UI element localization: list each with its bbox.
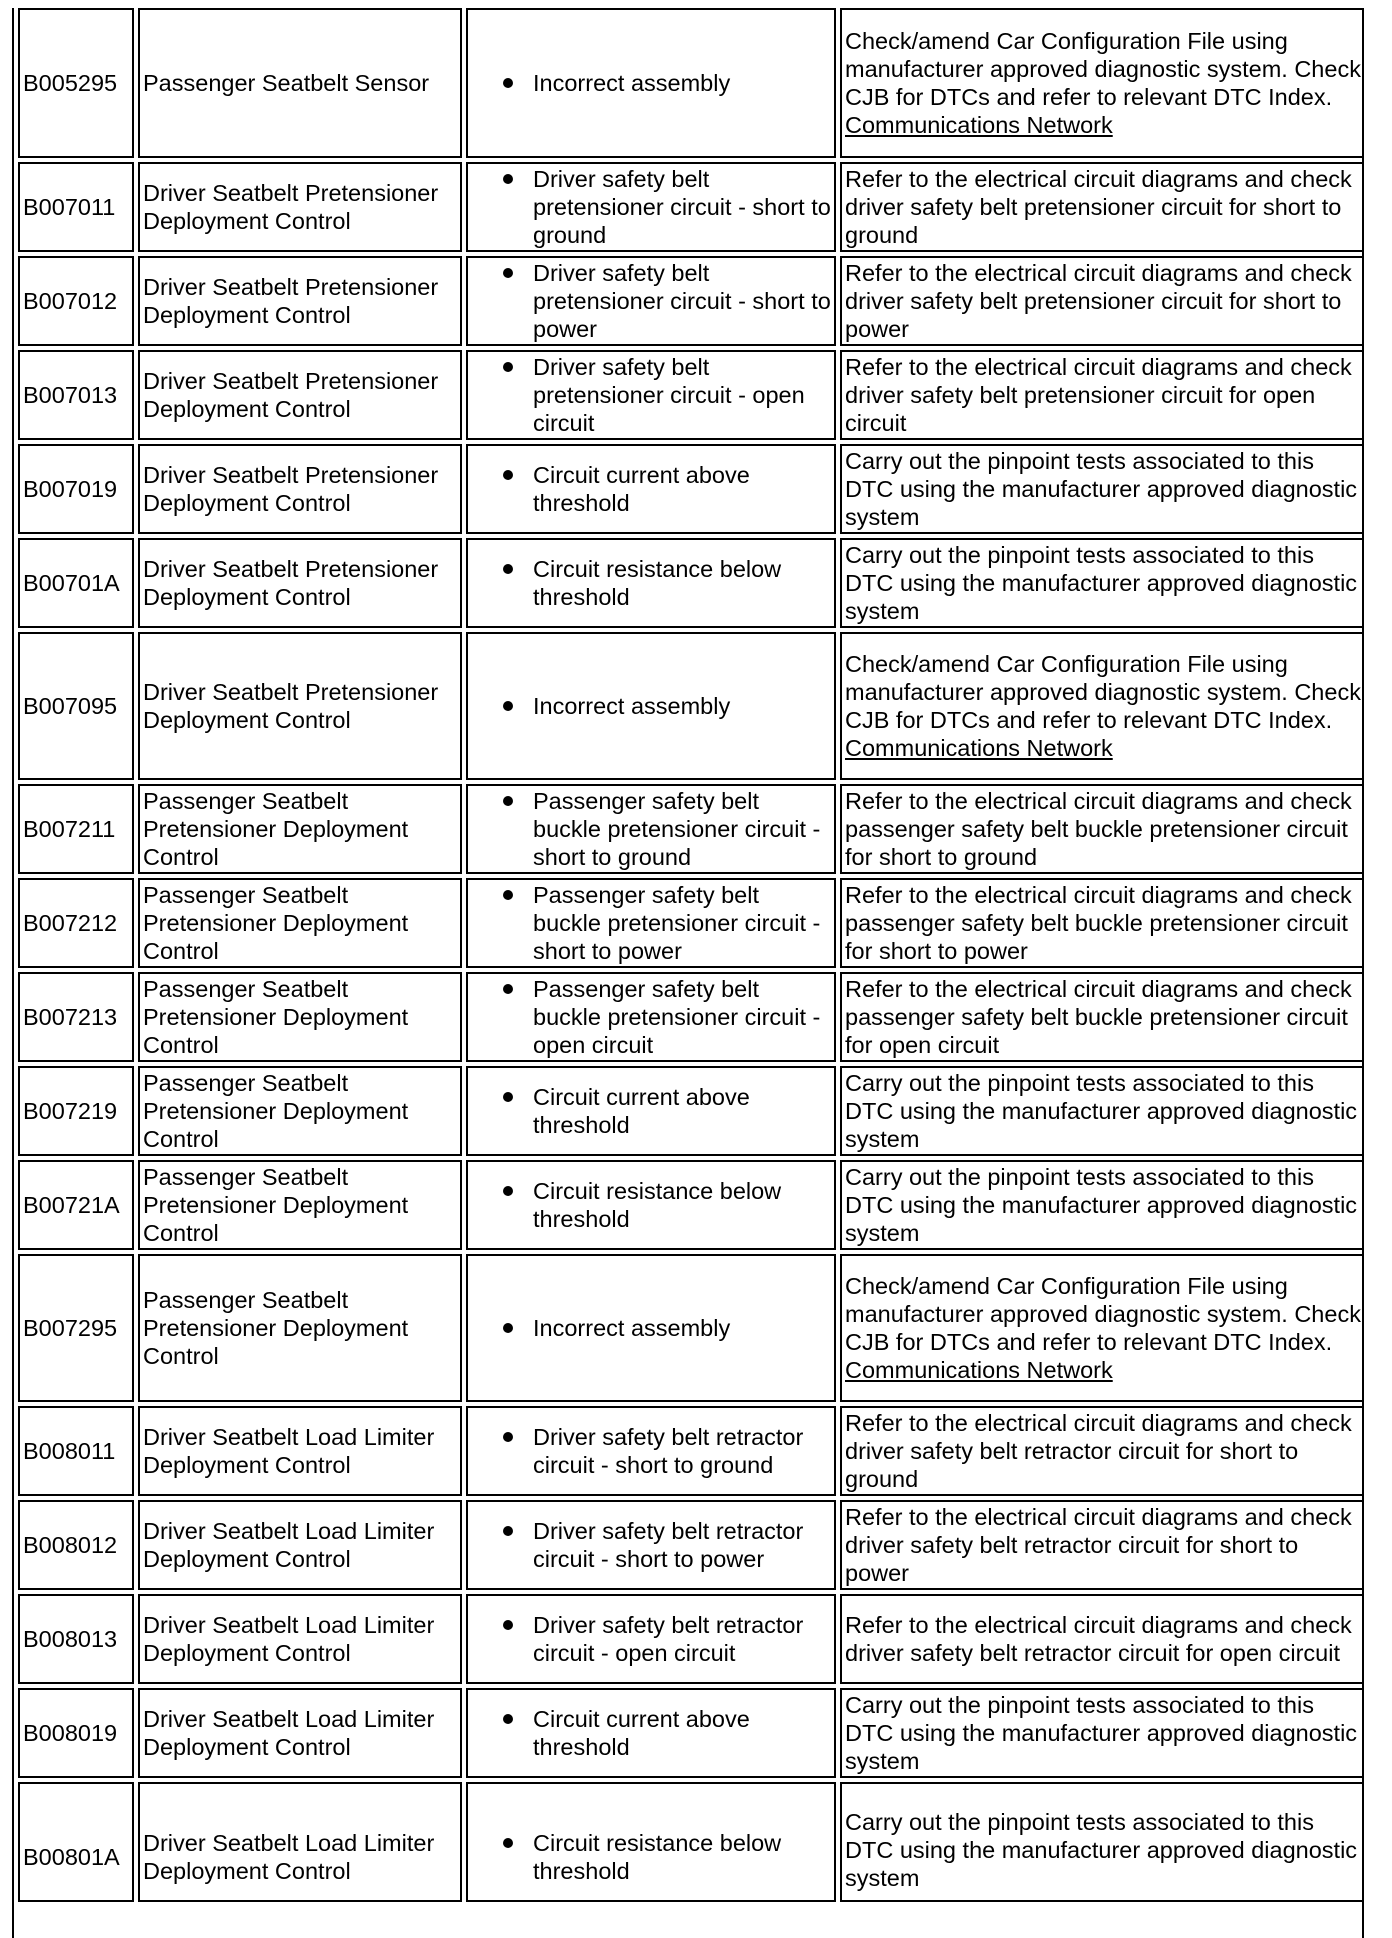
- dtc-description: Driver Seatbelt Pretensioner Deployment Control: [138, 632, 462, 780]
- action: Refer to the electrical circuit diagrams and check driver safety belt pretensioner circuit for short to ground: [840, 162, 1364, 252]
- cause-bullet: Circuit current above threshold: [533, 1705, 831, 1761]
- cause-bullet: Incorrect assembly: [533, 692, 831, 720]
- dtc-code: B005295: [18, 8, 134, 158]
- dtc-description: Driver Seatbelt Pretensioner Deployment Control: [138, 538, 462, 628]
- dtc-description: Passenger Seatbelt Pretensioner Deployment Control: [138, 878, 462, 968]
- possible-cause: [466, 1782, 836, 1902]
- cause-bullet: Driver safety belt pretensioner circuit - short to power: [533, 260, 831, 342]
- dtc-description: Passenger Seatbelt Pretensioner Deployment Control: [138, 784, 462, 874]
- possible-cause: [466, 784, 836, 874]
- possible-cause: [466, 632, 836, 780]
- action: [840, 1254, 1364, 1402]
- table-row: [18, 1594, 1364, 1684]
- action: Refer to the electrical circuit diagrams and check driver safety belt retractor circuit for open circuit: [840, 1594, 1364, 1684]
- dtc-code: B007012: [18, 256, 134, 346]
- action: Refer to the electrical circuit diagrams and check passenger safety belt buckle pretensioner circuit for short to power: [840, 878, 1364, 968]
- action: [840, 632, 1364, 780]
- action-text: Check/amend Car Configuration File using manufacturer approved diagnostic system. Check CJB for DTCs and refer to relevant DTC Index.: [845, 1273, 1361, 1355]
- table-row: [18, 1406, 1364, 1496]
- dtc-description: Driver Seatbelt Load Limiter Deployment Control: [138, 1688, 462, 1778]
- cause-bullet: Circuit resistance below threshold: [533, 555, 831, 611]
- table-row: [18, 1160, 1364, 1250]
- action-text: Check/amend Car Configuration File using manufacturer approved diagnostic system. Check CJB for DTCs and refer to relevant DTC Index.: [845, 651, 1361, 733]
- action: Refer to the electrical circuit diagrams and check driver safety belt retractor circuit for short to ground: [840, 1406, 1364, 1496]
- dtc-code: B007213: [18, 972, 134, 1062]
- dtc-code: B007019: [18, 444, 134, 534]
- dtc-description: Driver Seatbelt Load Limiter Deployment Control: [138, 1782, 462, 1902]
- action: Refer to the electrical circuit diagrams and check driver safety belt pretensioner circuit for open circuit: [840, 350, 1364, 440]
- dtc-code: B007211: [18, 784, 134, 874]
- table-row: [18, 1688, 1364, 1778]
- action: Carry out the pinpoint tests associated to this DTC using the manufacturer approved diagnostic system: [840, 1688, 1364, 1778]
- cause-bullet: Driver safety belt pretensioner circuit - short to ground: [533, 166, 831, 248]
- table-row: [18, 350, 1364, 440]
- dtc-description: Passenger Seatbelt Pretensioner Deployment Control: [138, 972, 462, 1062]
- dtc-description: Passenger Seatbelt Pretensioner Deployment Control: [138, 1066, 462, 1156]
- possible-cause: [466, 878, 836, 968]
- table-row: [18, 1254, 1364, 1402]
- possible-cause: [466, 1160, 836, 1250]
- dtc-description: Driver Seatbelt Pretensioner Deployment Control: [138, 162, 462, 252]
- cause-bullet: Driver safety belt retractor circuit - open circuit: [533, 1611, 831, 1667]
- table-row: [18, 784, 1364, 874]
- dtc-code: B008019: [18, 1688, 134, 1778]
- possible-cause: [466, 1066, 836, 1156]
- possible-cause: [466, 1254, 836, 1402]
- action: Refer to the electrical circuit diagrams and check driver safety belt retractor circuit for short to power: [840, 1500, 1364, 1590]
- dtc-code: B00721A: [18, 1160, 134, 1250]
- table-row: [18, 8, 1364, 158]
- table-row: [18, 878, 1364, 968]
- dtc-code: B008013: [18, 1594, 134, 1684]
- dtc-code: B00801A: [18, 1782, 134, 1902]
- communications-network-link[interactable]: Communications Network: [845, 112, 1113, 138]
- cause-bullet: Driver safety belt retractor circuit - short to power: [533, 1517, 831, 1573]
- table-row: [18, 632, 1364, 780]
- dtc-description: Driver Seatbelt Load Limiter Deployment Control: [138, 1406, 462, 1496]
- possible-cause: [466, 972, 836, 1062]
- action: Refer to the electrical circuit diagrams and check passenger safety belt buckle pretensioner circuit for short to ground: [840, 784, 1364, 874]
- dtc-code: B007095: [18, 632, 134, 780]
- cause-bullet: Incorrect assembly: [533, 1314, 831, 1342]
- dtc-code: B007212: [18, 878, 134, 968]
- cause-bullet: Circuit current above threshold: [533, 461, 831, 517]
- table-row: [18, 972, 1364, 1062]
- possible-cause: [466, 1594, 836, 1684]
- dtc-table: [14, 8, 1364, 1906]
- dtc-table-frame: [12, 8, 1364, 1938]
- dtc-description: Passenger Seatbelt Pretensioner Deployment Control: [138, 1160, 462, 1250]
- possible-cause: [466, 256, 836, 346]
- action: Carry out the pinpoint tests associated to this DTC using the manufacturer approved diagnostic system: [840, 1066, 1364, 1156]
- cause-bullet: Driver safety belt pretensioner circuit - open circuit: [533, 353, 831, 437]
- cause-bullet: Driver safety belt retractor circuit - short to ground: [533, 1423, 831, 1479]
- communications-network-link[interactable]: Communications Network: [845, 1357, 1113, 1383]
- communications-network-link[interactable]: Communications Network: [845, 735, 1113, 761]
- table-row: [18, 256, 1364, 346]
- dtc-description: Passenger Seatbelt Pretensioner Deployment Control: [138, 1254, 462, 1402]
- cause-bullet: Passenger safety belt buckle pretensioner circuit - short to ground: [533, 787, 831, 871]
- action: Refer to the electrical circuit diagrams and check passenger safety belt buckle pretensioner circuit for open circuit: [840, 972, 1364, 1062]
- action: Refer to the electrical circuit diagrams and check driver safety belt pretensioner circuit for short to power: [840, 256, 1364, 346]
- action: Carry out the pinpoint tests associated to this DTC using the manufacturer approved diagnostic system: [840, 1160, 1364, 1250]
- action: Carry out the pinpoint tests associated to this DTC using the manufacturer approved diagnostic system: [840, 1782, 1364, 1902]
- possible-cause: [466, 1688, 836, 1778]
- dtc-description: Driver Seatbelt Load Limiter Deployment Control: [138, 1500, 462, 1590]
- table-row: [18, 162, 1364, 252]
- table-row: [18, 1500, 1364, 1590]
- action: Carry out the pinpoint tests associated to this DTC using the manufacturer approved diagnostic system: [840, 444, 1364, 534]
- action: Carry out the pinpoint tests associated to this DTC using the manufacturer approved diagnostic system: [840, 538, 1364, 628]
- dtc-code: B007013: [18, 350, 134, 440]
- cause-bullet: Passenger safety belt buckle pretensioner circuit - short to power: [533, 881, 831, 965]
- table-row: [18, 1782, 1364, 1902]
- possible-cause: [466, 162, 836, 252]
- cause-bullet: Circuit resistance below threshold: [533, 1177, 831, 1233]
- dtc-description: Driver Seatbelt Pretensioner Deployment Control: [138, 350, 462, 440]
- possible-cause: [466, 444, 836, 534]
- possible-cause: [466, 1406, 836, 1496]
- cause-bullet: Circuit current above threshold: [533, 1083, 831, 1139]
- dtc-description: Driver Seatbelt Pretensioner Deployment Control: [138, 444, 462, 534]
- table-row: [18, 1066, 1364, 1156]
- dtc-code: B007011: [18, 162, 134, 252]
- cause-bullet: Passenger safety belt buckle pretensioner circuit - open circuit: [533, 975, 831, 1059]
- dtc-description: Passenger Seatbelt Sensor: [138, 8, 462, 158]
- possible-cause: [466, 1500, 836, 1590]
- dtc-description: Driver Seatbelt Load Limiter Deployment Control: [138, 1594, 462, 1684]
- table-row: [18, 538, 1364, 628]
- cause-bullet: Circuit resistance below threshold: [533, 1829, 831, 1885]
- dtc-code: B008011: [18, 1406, 134, 1496]
- possible-cause: [466, 8, 836, 158]
- table-row: [18, 444, 1364, 534]
- cause-bullet: Incorrect assembly: [533, 69, 831, 97]
- possible-cause: [466, 538, 836, 628]
- dtc-code: B008012: [18, 1500, 134, 1590]
- dtc-code: B007219: [18, 1066, 134, 1156]
- action: [840, 8, 1364, 158]
- possible-cause: [466, 350, 836, 440]
- dtc-code: B007295: [18, 1254, 134, 1402]
- action-text: Check/amend Car Configuration File using manufacturer approved diagnostic system. Check CJB for DTCs and refer to relevant DTC Index.: [845, 28, 1361, 110]
- dtc-code: B00701A: [18, 538, 134, 628]
- dtc-description: Driver Seatbelt Pretensioner Deployment Control: [138, 256, 462, 346]
